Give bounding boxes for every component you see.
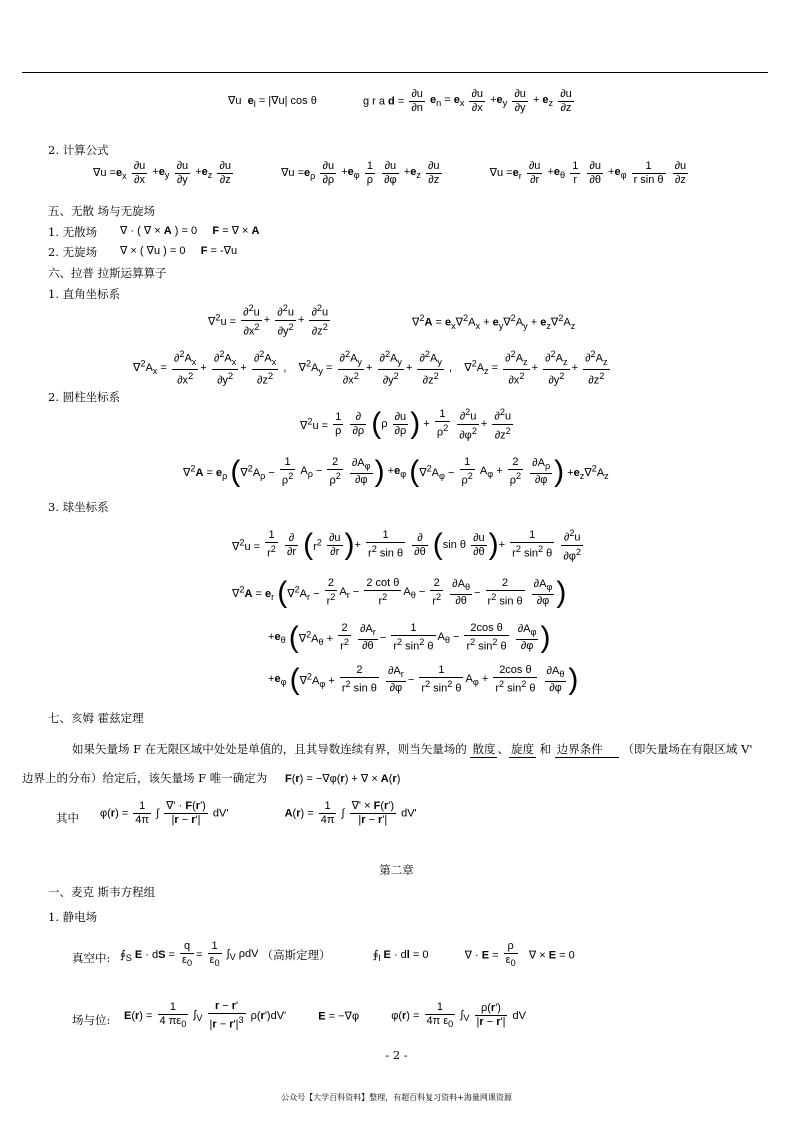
electrostatic-label: 1. 静电场	[48, 910, 98, 924]
vacuum-label: 真空中:	[72, 951, 111, 965]
potential-definitions: φ(r) = $\frac{1}{4\pi}$ ∫ $\frac{\nabla' \cdot F(r')}{|r - r'|}$ dV' A(r) = $\frac{1}{4\pi}$ ∫ $\frac{\nabla' \times F(r')}{|r - r'|}$ dV'	[100, 800, 417, 826]
footer-note: 公众号【大学百科资料】整理，有超百科复习资料+海量网课资源	[281, 1093, 512, 1102]
helmholtz-text-b: （即矢量场在有限区域 V'	[622, 742, 753, 756]
section-calc-formula: 2. 计算公式	[48, 143, 109, 157]
cartesian-label: 1. 直角坐标系	[48, 287, 121, 301]
blank-boundary: 边界条件	[555, 741, 619, 758]
no-divergence-equation: ∇ · ( ∇ × A ) = 0 F = ∇ × A	[120, 225, 260, 237]
spherical-laplacian-vector-phi: $+e_\varphi$ ($\nabla^2A_\varphi$ + $\frac{2}{r^2 \sin \theta}$ $\frac{\partial A_r}{\partial\varphi}$ − $\frac{1}{r^2 \sin^2 \theta}$ $A_\varphi$ + $\frac{\text{2cos θ}}{r^2 \sin^2 \theta}$ $\frac{\partial A_\theta}{\partial\varphi}$ )	[268, 662, 579, 696]
cylindrical-laplacian-vector: $\nabla^2A = e_\rho$ ($\nabla^2A_\rho$ − $\frac{1}{\rho^2}$ $A_\rho$ − $\frac{2}{\rho^2}$ $\frac{\partial A_\varphi}{\partial\varphi}$ ) $+e_\varphi$ ($\nabla^2A_\varphi$ − $\frac{1}{\rho^2}$ $A_\varphi$ + $\frac{2}{\rho^2}$ $\frac{\partial A_\rho}{\partial\varphi}$ ) $+e_z\nabla^2A_z$	[183, 454, 609, 488]
section-6-title: 六、拉普 拉斯运算算子	[48, 266, 167, 280]
gauss-label: （高斯定理）	[261, 950, 331, 963]
electrostatic-equations: $∮_S$ E · dS = $\frac{q}{\varepsilon_0}$ = $\frac{1}{\varepsilon_0}$ $\int_V$ ρdV （高斯定理） $∮_l$ E · dl = 0 ∇ · E = $\frac{\rho}{\varepsilon_0}$ ∇ × E = 0	[120, 940, 575, 969]
section-5-title: 五、无散 场与无旋场	[48, 204, 156, 218]
no-curl-equation: ∇ × ( ∇u ) = 0 F = -∇u	[120, 245, 238, 257]
cartesian-laplacian-scalar: ∇$^2$u = $\frac{\partial^2u}{\partial x^2}$ + $\frac{\partial^2u}{\partial y^2}$ + $\frac{\partial^2u}{\partial z^2}$	[208, 303, 329, 338]
cartesian-laplacian-components: $\nabla^2A_x$ = $\frac{\partial^2A_x}{\partial x^2}$ + $\frac{\partial^2A_x}{\partial y^2}$ + $\frac{\partial^2A_x}{\partial z^2}$ , $\nabla^2A_y$ = $\frac{\partial^2A_y}{\partial x^2}$ + $\frac{\partial^2A_y}{\partial y^2}$ + $\frac{\partial^2A_y}{\partial z^2}$ , $\nabla^2A_z$ = $\frac{\partial^2A_z}{\partial x^2}$ + $\frac{\partial^2A_z}{\partial y^2}$ + $\frac{\partial^2A_z}{\partial z^2}$	[133, 349, 608, 387]
header-rule	[22, 72, 768, 73]
gradient-definition-equation: ∇u $e_l = |\nabla u|$ cos θ g r a d = $\frac{\partial u}{\partial n}$ $e_n = e_x$ $\frac{\partial u}{\partial x}$ $+e_y$ $\frac{\partial u}{\partial y}$ + $e_z$ $\frac{\partial u}{\partial z}$	[228, 88, 572, 114]
field-and-potential-equations: E(r) = $\frac{1}{4 \pi\varepsilon_0}$ $\int_V$ $\frac{r - r'}{|r - r'|^3}$ ρ(r')dV' E = −∇φ φ(r) = $\frac{1}{4\pi \varepsilon_0}$ $\int_V$ $\frac{\rho(r')}{|r - r'|}$ dV	[124, 1000, 526, 1031]
separator-1: 、	[497, 742, 509, 756]
blank-divergence: 散度	[472, 742, 496, 756]
section-7-title: 七、亥姆 霍兹定理	[48, 711, 144, 725]
blank-curl: 旋度	[510, 742, 534, 756]
helmholtz-text-a: 如果矢量场 F 在无限区域中处处是单值的，且其导数连续有界，则当矢量场的	[72, 742, 467, 756]
spherical-label: 3. 球坐标系	[48, 500, 109, 514]
no-divergence-label: 1. 无散场	[48, 225, 98, 239]
spherical-laplacian-scalar: ∇$^2$u = $\frac{1}{r^2}$ $\frac{\partial}{\partial r}$ ($r^2$ $\frac{\partial u}{\partial r}$ )+ $\frac{1}{r^2 \sin \theta}$ $\frac{\partial}{\partial\theta}$ (sin θ $\frac{\partial u}{\partial\theta}$ )+ $\frac{1}{r^2 \sin^2 \theta}$ $\frac{\partial^2u}{\partial\varphi^2}$	[232, 528, 582, 563]
field-potential-label: 场与位:	[72, 1013, 111, 1027]
helmholtz-paragraph-line1	[72, 741, 753, 758]
spherical-laplacian-vector-theta: $+e_\theta$ ($\nabla^2A_\theta$ + $\frac{2}{r^2}$ $\frac{\partial A_r}{\partial\theta}$ − $\frac{1}{r^2 \sin^2 \theta}$ $A_\theta$ − $\frac{\text{2cos θ}}{r^2 \sin^2 \theta}$ $\frac{\partial A_\varphi}{\partial\varphi}$ )	[268, 620, 551, 654]
separator-2: 和	[539, 742, 552, 756]
helmholtz-paragraph-line2: 边界上的分布）给定后，该矢量场 F 唯一确定为 F(r) = −∇φ(r) + ∇ × A(r)	[22, 771, 401, 785]
page-number: - 2 -	[385, 1048, 408, 1062]
qizhong-label: 其中	[56, 811, 79, 825]
cylindrical-laplacian-scalar: ∇$^2$u = $\frac{1}{\rho}$ $\frac{\partial}{\partial\rho}$ (ρ $\frac{\partial u}{\partial\rho}$ ) + $\frac{1}{\rho^2}$ $\frac{\partial^2u}{\partial\varphi^2}$ + $\frac{\partial^2u}{\partial z^2}$	[300, 407, 512, 442]
cartesian-laplacian-vector: $\nabla^2A = e_x\nabla^2A_x + e_y\nabla^2A_y + e_z\nabla^2A_z$	[412, 313, 576, 331]
chapter-2-title: 第二章	[379, 863, 414, 877]
helmholtz-text-c: 边界上的分布）给定后，该矢量场 F 唯一确定为	[22, 771, 268, 785]
no-curl-label: 2. 无旋场	[48, 245, 98, 259]
gradient-formulas: $\nabla u =e_x$ $\frac{\partial u}{\partial x}$ $+e_y$ $\frac{\partial u}{\partial y}$ $+e_z$ $\frac{\partial u}{\partial z}$ $\nabla u =e_\rho$ $\frac{\partial u}{\partial\rho}$ $+e_\varphi$ $\frac{1}{\rho}$ $\frac{\partial u}{\partial\varphi}$ $+e_z$ $\frac{\partial u}{\partial z}$ $\nabla u =e_r$ $\frac{\partial u}{\partial r}$ $+e_\theta$ $\frac{1}{r}$ $\frac{\partial u}{\partial\theta}$ $+e_\varphi$ $\frac{1}{\text{r sin θ}}$ $\frac{\partial u}{\partial z}$	[93, 160, 687, 186]
spherical-laplacian-vector-r: $\nabla^2A = e_r$ ($\nabla^2A_r$ − $\frac{2}{r^2}$ $A_r$ − $\frac{\text{2 cot θ}}{r^2}$ $A_\theta$ − $\frac{2}{r^2}$ $\frac{\partial A_\theta}{\partial\theta}$ − $\frac{2}{r^2 \sin \theta}$ $\frac{\partial A_\varphi}{\partial\varphi}$ )	[232, 575, 567, 609]
maxwell-title: 一、麦克 斯韦方程组	[48, 885, 156, 899]
cylindrical-label: 2. 圆柱坐标系	[48, 390, 121, 404]
